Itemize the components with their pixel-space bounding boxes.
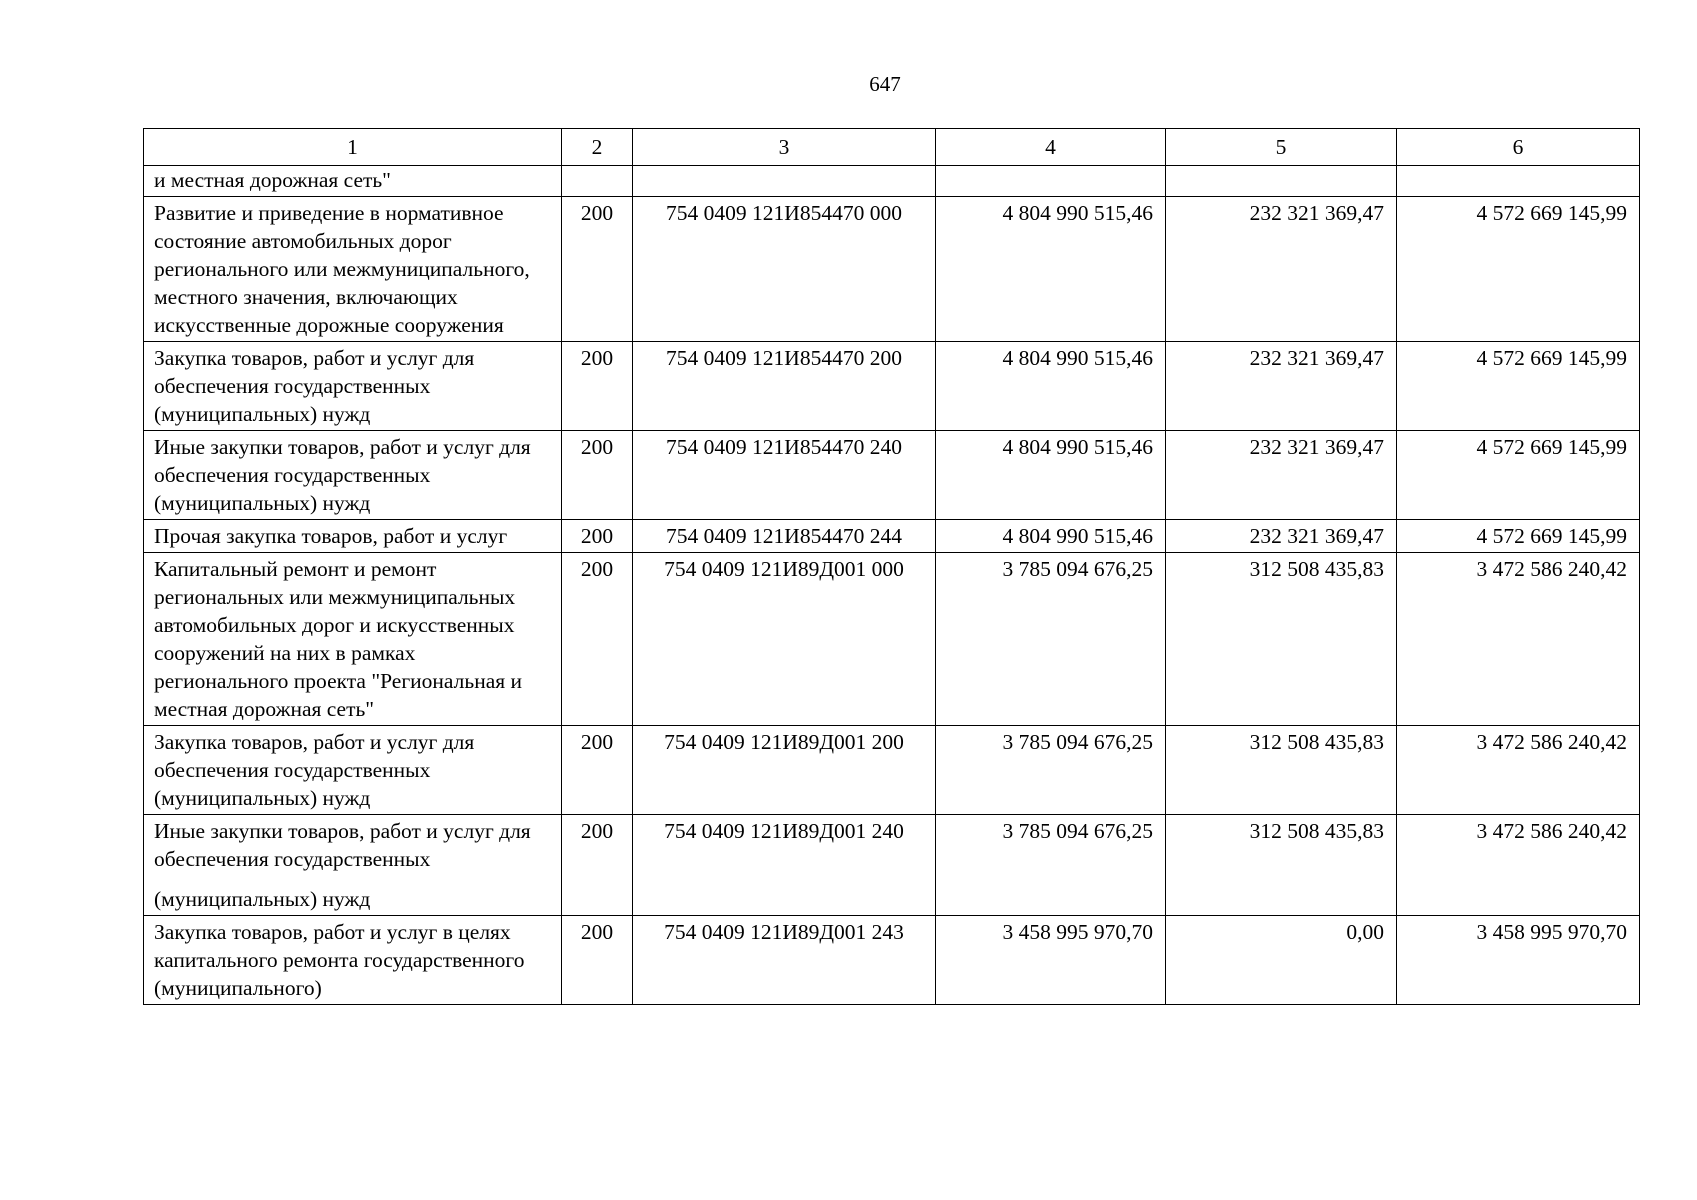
- table-row: [144, 166, 1640, 197]
- row-code: 200: [562, 916, 633, 1005]
- row-value-4: 3 785 094 676,25: [936, 815, 1166, 916]
- table-row: [144, 520, 1640, 553]
- row-value-4: [936, 166, 1166, 197]
- row-name: и местная дорожная сеть": [144, 166, 562, 197]
- column-header-3: 3: [633, 129, 936, 166]
- row-value-4: 3 785 094 676,25: [936, 553, 1166, 726]
- table-row: [144, 553, 1640, 726]
- row-name: Закупка товаров, работ и услуг для обеспечения государственных (муниципальных) нужд: [144, 342, 562, 431]
- row-name: [144, 815, 562, 916]
- row-code: 200: [562, 815, 633, 916]
- row-value-5: 312 508 435,83: [1166, 726, 1397, 815]
- row-value-6: 4 572 669 145,99: [1397, 520, 1640, 553]
- budget-table: [143, 128, 1640, 1005]
- budget-table-container: [143, 128, 1639, 1005]
- row-classification: 754 0409 121И854470 200: [633, 342, 936, 431]
- row-value-6: [1397, 166, 1640, 197]
- row-code: 200: [562, 197, 633, 342]
- row-value-6: 3 472 586 240,42: [1397, 726, 1640, 815]
- row-value-5: 232 321 369,47: [1166, 342, 1397, 431]
- row-name: Закупка товаров, работ и услуг в целях капитального ремонта государственного (муниципального): [144, 916, 562, 1005]
- table-row: [144, 197, 1640, 342]
- row-code: [562, 166, 633, 197]
- page-number: 647: [869, 72, 901, 96]
- table-row: [144, 916, 1640, 1005]
- row-classification: 754 0409 121И89Д001 000: [633, 553, 936, 726]
- column-header-5: 5: [1166, 129, 1397, 166]
- row-code: 200: [562, 431, 633, 520]
- row-value-5: [1166, 166, 1397, 197]
- row-value-4: 4 804 990 515,46: [936, 520, 1166, 553]
- row-name: Развитие и приведение в нормативное состояние автомобильных дорог регионального или межмуниципального, местного значения, включающих искусственные дорожные сооружения: [144, 197, 562, 342]
- row-classification: [633, 166, 936, 197]
- column-header-4: 4: [936, 129, 1166, 166]
- table-row: [144, 726, 1640, 815]
- row-code: 200: [562, 726, 633, 815]
- row-name-part: (муниципальных) нужд: [154, 887, 371, 911]
- row-value-6: 3 472 586 240,42: [1397, 815, 1640, 916]
- row-classification: 754 0409 121И89Д001 243: [633, 916, 936, 1005]
- row-value-6: 4 572 669 145,99: [1397, 197, 1640, 342]
- row-value-6: 3 458 995 970,70: [1397, 916, 1640, 1005]
- row-value-4: 3 458 995 970,70: [936, 916, 1166, 1005]
- row-classification: 754 0409 121И854470 244: [633, 520, 936, 553]
- row-name: Прочая закупка товаров, работ и услуг: [144, 520, 562, 553]
- row-value-5: 0,00: [1166, 916, 1397, 1005]
- table-row: [144, 431, 1640, 520]
- row-code: 200: [562, 553, 633, 726]
- table-row: [144, 342, 1640, 431]
- row-code: 200: [562, 342, 633, 431]
- row-classification: 754 0409 121И854470 000: [633, 197, 936, 342]
- row-value-4: 4 804 990 515,46: [936, 197, 1166, 342]
- column-header-2: 2: [562, 129, 633, 166]
- row-value-5: 312 508 435,83: [1166, 553, 1397, 726]
- row-name: Закупка товаров, работ и услуг для обеспечения государственных (муниципальных) нужд: [144, 726, 562, 815]
- row-classification: 754 0409 121И854470 240: [633, 431, 936, 520]
- row-value-6: 3 472 586 240,42: [1397, 553, 1640, 726]
- row-name: Иные закупки товаров, работ и услуг для обеспечения государственных (муниципальных) нужд: [144, 431, 562, 520]
- row-name: Капитальный ремонт и ремонт региональных или межмуниципальных автомобильных дорог и искусственных сооружений на них в рамках регионального проекта "Региональная и местная дорожная сеть": [144, 553, 562, 726]
- row-value-4: 3 785 094 676,25: [936, 726, 1166, 815]
- row-code: 200: [562, 520, 633, 553]
- row-value-5: 312 508 435,83: [1166, 815, 1397, 916]
- row-value-4: 4 804 990 515,46: [936, 342, 1166, 431]
- row-value-6: 4 572 669 145,99: [1397, 431, 1640, 520]
- row-value-6: 4 572 669 145,99: [1397, 342, 1640, 431]
- table-row: [144, 815, 1640, 916]
- table-header-row: [144, 129, 1640, 166]
- column-header-6: 6: [1397, 129, 1640, 166]
- row-value-5: 232 321 369,47: [1166, 520, 1397, 553]
- row-value-5: 232 321 369,47: [1166, 431, 1397, 520]
- row-name-part: Иные закупки товаров, работ и услуг для обеспечения государственных: [154, 819, 531, 871]
- row-classification: 754 0409 121И89Д001 240: [633, 815, 936, 916]
- column-header-1: 1: [144, 129, 562, 166]
- row-value-5: 232 321 369,47: [1166, 197, 1397, 342]
- row-classification: 754 0409 121И89Д001 200: [633, 726, 936, 815]
- row-value-4: 4 804 990 515,46: [936, 431, 1166, 520]
